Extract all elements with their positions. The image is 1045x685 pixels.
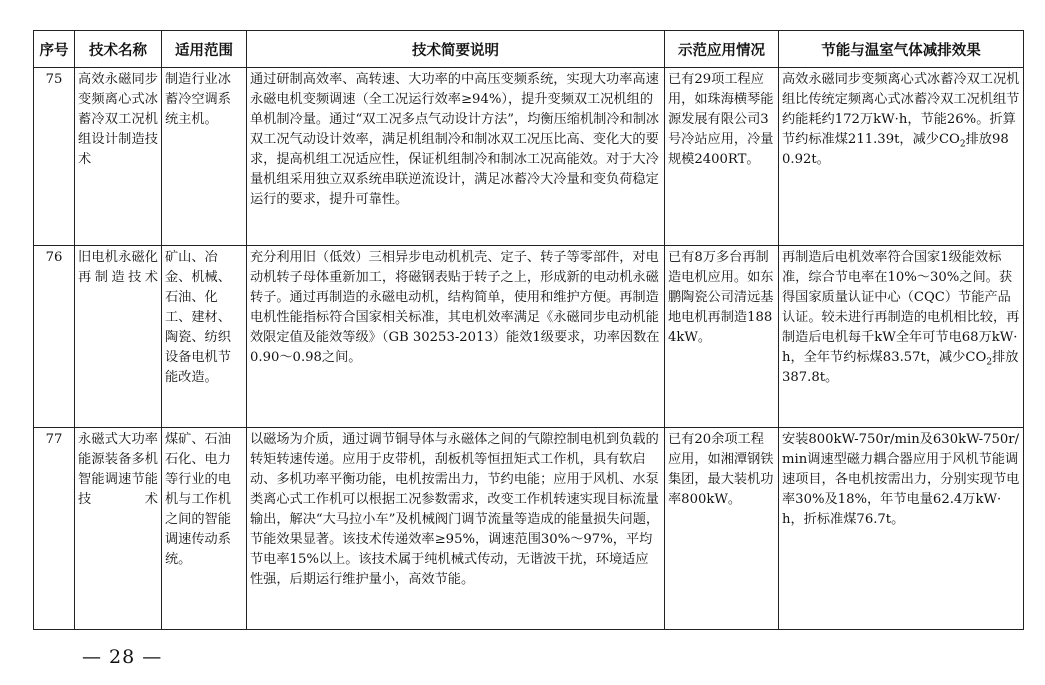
- tech-description: 充分利用旧（低效）三相异步电动机机壳、定子、转子等零部件，对电动机转子母体重新加工，将磁钢表贴于转子之上，形成新的电动机永磁转子。通过再制造的永磁电动机，结构简单，使用和维护方便。再制造电机性能指标符合国家相关标准，其电机效率满足《永磁同步电动机能效限定值及能效等级》（GB 30253-2013）能效1级要求，功率因数在0.90～0.98之间。: [247, 246, 665, 428]
- page-number: — 28 —: [82, 646, 163, 668]
- header-scope: 适用范围: [162, 31, 247, 68]
- tech-scope: 矿山、冶金、机械、石油、化工、建材、陶瓷、纺织设备电机节能改造。: [162, 246, 247, 428]
- effect-text-tail: 排放980.92t。: [782, 132, 1009, 167]
- effect-cell: [779, 68, 1024, 246]
- tech-name: 高效永磁同步变频离心式冰蓄冷双工况机组设计制造技术: [75, 68, 162, 246]
- tech-scope: 制造行业冰蓄冷空调系统主机。: [162, 68, 247, 246]
- header-effect: 节能与温室气体减排效果: [779, 31, 1024, 68]
- header-desc: 技术简要说明: [247, 31, 665, 68]
- effect-text-tail: 排放387.8t。: [782, 350, 1019, 385]
- tech-name: 永磁式大功率能源装备多机智能调速节能技术: [75, 428, 162, 630]
- effect-text: 安装800kW-750r/min及630kW-750r/min调速型磁力耦合器应用于风机节能调速项目，各电机按需出力，分别实现节电率30%及18%，年节电量62.4万kW·h，折标准煤76.7t。: [782, 432, 1020, 527]
- demo-application: 已有20余项工程应用，如湘潭钢铁集团，最大装机功率800kW。: [665, 428, 779, 630]
- effect-cell: [779, 246, 1024, 428]
- table-row: [34, 428, 1024, 630]
- demo-application: 已有29项工程应用，如珠海横琴能源发展有限公司3号冷站应用，冷量规模2400RT。: [665, 68, 779, 246]
- effect-subscript: 2: [959, 139, 966, 150]
- table-row: [34, 246, 1024, 428]
- effect-cell: [779, 428, 1024, 630]
- header-demo: 示范应用情况: [665, 31, 779, 68]
- demo-application: 已有8万多台再制造电机应用。如东鹏陶瓷公司清远基地电机再制造1884kW。: [665, 246, 779, 428]
- table-header-row: [34, 31, 1024, 68]
- effect-subscript: 2: [986, 357, 993, 368]
- effect-text: 再制造后电机效率符合国家1级能效标准，综合节电率在10%～30%之间。获得国家质量认证中心（CQC）节能产品认证。较未进行再制造的电机相比较，再制造后电机每千kW全年可节电68万kW·h，全年节约标煤83.57t，减少CO: [782, 250, 1020, 365]
- tech-scope: 煤矿、石油石化、电力等行业的电机与工作机之间的智能调速传动系统。: [162, 428, 247, 630]
- header-name: 技术名称: [75, 31, 162, 68]
- row-number: 77: [34, 428, 75, 630]
- tech-description: 以磁场为介质，通过调节铜导体与永磁体之间的气隙控制电机到负载的转矩转速传递。应用于皮带机，刮板机等恒扭矩式工作机，具有软启动、多机功率平衡功能，电机按需出力，节约电能；应用于风机、水泵类离心式工作机可以根据工况参数需求，改变工作机转速实现目标流量输出，解决“大马拉小车”及机械阀门调节流量等造成的能量损失问题，节能效果显著。该技术传递效率≥95%，调速范围30%～97%，平均节电率15%以上。该技术属于纯机械式传动，无谐波干扰，环境适应性强，后期运行维护量小，高效节能。: [247, 428, 665, 630]
- table-row: [34, 68, 1024, 246]
- effect-text: 高效永磁同步变频离心式冰蓄冷双工况机组比传统定频离心式冰蓄冷双工况机组节约能耗约172万kW·h，节能26%。折算节约标准煤211.39t，减少CO: [782, 72, 1020, 147]
- technology-table: [33, 30, 1024, 630]
- row-number: 76: [34, 246, 75, 428]
- header-no: 序号: [34, 31, 75, 68]
- tech-description: 通过研制高效率、高转速、大功率的中高压变频系统，实现大功率高速永磁电机变频调速（全工况运行效率≥94%），提升变频双工况机组的单机制冷量。通过“双工况多点气动设计方法”，均衡压缩机制冷和制冰双工况气动设计效率，满足机组制冷和制冰双工况压比高、变化大的要求，提高机组工况适应性，保证机组制冷和制冰工况高能效。对于大冷量机组采用独立双系统串联逆流设计，满足冰蓄冷大冷量和变负荷稳定运行的要求，提升可靠性。: [247, 68, 665, 246]
- tech-name: 旧电机永磁化再制造技术: [75, 246, 162, 428]
- row-number: 75: [34, 68, 75, 246]
